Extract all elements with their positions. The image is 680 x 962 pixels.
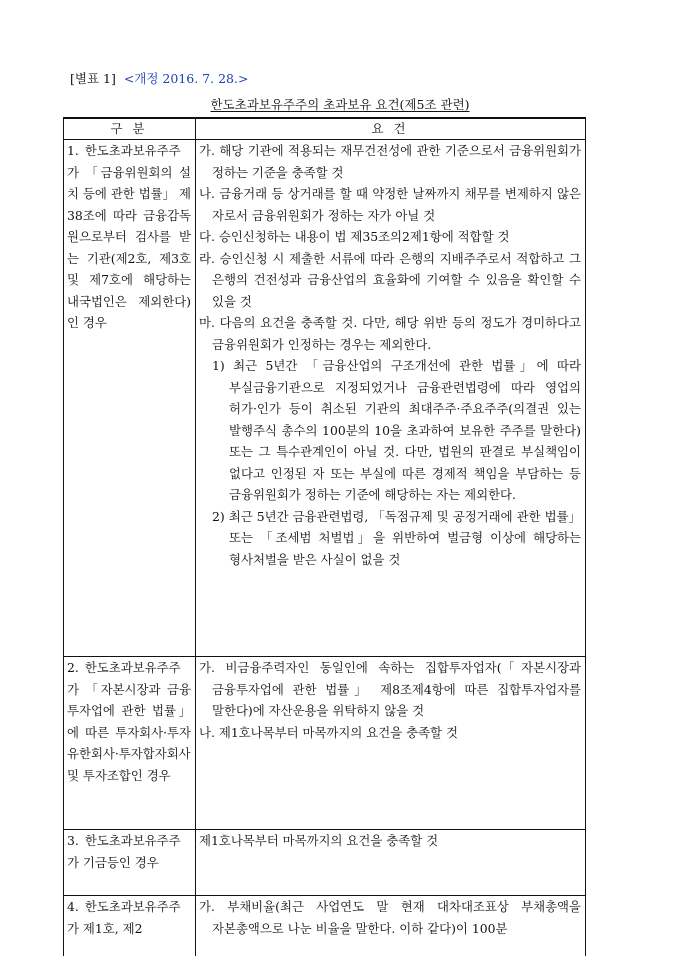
row-requirements [196, 657, 586, 830]
table-row [64, 830, 586, 896]
requirement-item: 나. 금융거래 등 상거래를 할 때 약정한 날짜까지 채무를 변제하지 않은 자로서 금융위원회가 정하는 자가 아닐 것 [199, 186, 581, 223]
table-row [64, 657, 586, 830]
requirement-item: 가. 비금융주력자인 동일인에 속하는 집합투자업자(「자본시장과 금융투자업에 관한 법률」 제8조제4항에 따른 집합투자업자를 말한다)에 자산운용을 위탁하지 않을 것 [199, 660, 581, 718]
table-title: 한도초과보유주주의 초과보유 요건(제5조 관련) [210, 97, 470, 112]
header-requirement: 요 건 [196, 118, 586, 140]
row-requirements [196, 830, 586, 896]
row-category: 3. 한도초과보유주주가 기금등인 경우 [64, 830, 196, 896]
header-category: 구 분 [64, 118, 196, 140]
row-requirements [196, 140, 586, 657]
requirement-item: 나. 제1호나목부터 마목까지의 요건을 충족할 것 [199, 724, 458, 740]
row-requirements [196, 896, 586, 957]
table-header-row [64, 118, 586, 140]
annex-label: [별표 1] [70, 71, 116, 86]
requirement-subitem: 2) 최근 5년간 금융관련법령, 「독점규제 및 공정거래에 관한 법률」 또는 「조세범 처벌법」을 위반하여 벌금형 이상에 해당하는 형사처벌을 받은 사실이 없을 것 [212, 508, 581, 567]
requirement-item: 가. 해당 기관에 적용되는 재무건전성에 관한 기준으로서 금융위원회가 정하는 기준을 충족할 것 [199, 143, 581, 180]
row-category: 1. 한도초과보유주주가 「금융위원회의 설치 등에 관한 법률」 제38조에 따라 금융감독원으로부터 검사를 받는 기관(제2호, 제3호 및 제7호에 해당하는 내국법인은 제외한다)인 경우 [64, 140, 196, 657]
table-row [64, 896, 586, 957]
annex-header [70, 69, 248, 87]
amendment-date: <개정 2016. 7. 28.> [123, 71, 249, 86]
requirement-item: 마. 다음의 요건을 충족할 것. 다만, 해당 위반 등의 정도가 경미하다고 금융위원회가 인정하는 경우는 제외한다. [199, 315, 581, 352]
requirement-item: 라. 승인신청 시 제출한 서류에 따라 은행의 지배주주로서 적합하고 그 은행의 건전성과 금융산업의 효율화에 기여할 수 있음을 확인할 수 있을 것 [199, 250, 581, 309]
requirement-item: 다. 승인신청하는 내용이 법 제35조의2제1항에 적합할 것 [199, 229, 510, 244]
requirement-item: 가. 부채비율(최근 사업연도 말 현재 대차대조표상 부채총액을 자본총액으로 나눈 비율을 말한다. 이하 같다)이 100분 [199, 899, 581, 936]
table-row [64, 140, 586, 657]
row-category: 4. 한도초과보유주주가 제1호, 제2 [64, 896, 196, 957]
requirement-item: 제1호나목부터 마목까지의 요건을 충족할 것 [199, 833, 439, 848]
requirement-subitem: 1) 최근 5년간 「금융산업의 구조개선에 관한 법률」에 따라 부실금융기관으로 지정되었거나 금융관련법령에 따라 영업의 허가·인가 등이 취소된 기관의 최대주주·주요주주(의결권 있는 발행주식 총수의 100분의 10을 초과하여 보유한 주주를 말한다) 또는 그 특수관계인이 아닐 것. 다만, 법원의 판결로 부실책임이 없다고 인정된 자 또는 부실에 따른 경제적 책임을 부담하는 등 금융위원회가 정하는 기준에 해당하는 자는 제외한다. [212, 358, 581, 502]
requirements-table [63, 117, 586, 956]
row-category: 2. 한도초과보유주주가 「자본시장과 금융투자업에 관한 법률」에 따른 투자회사·투자유한회사·투자합자회사 및 투자조합인 경우 [64, 657, 196, 830]
